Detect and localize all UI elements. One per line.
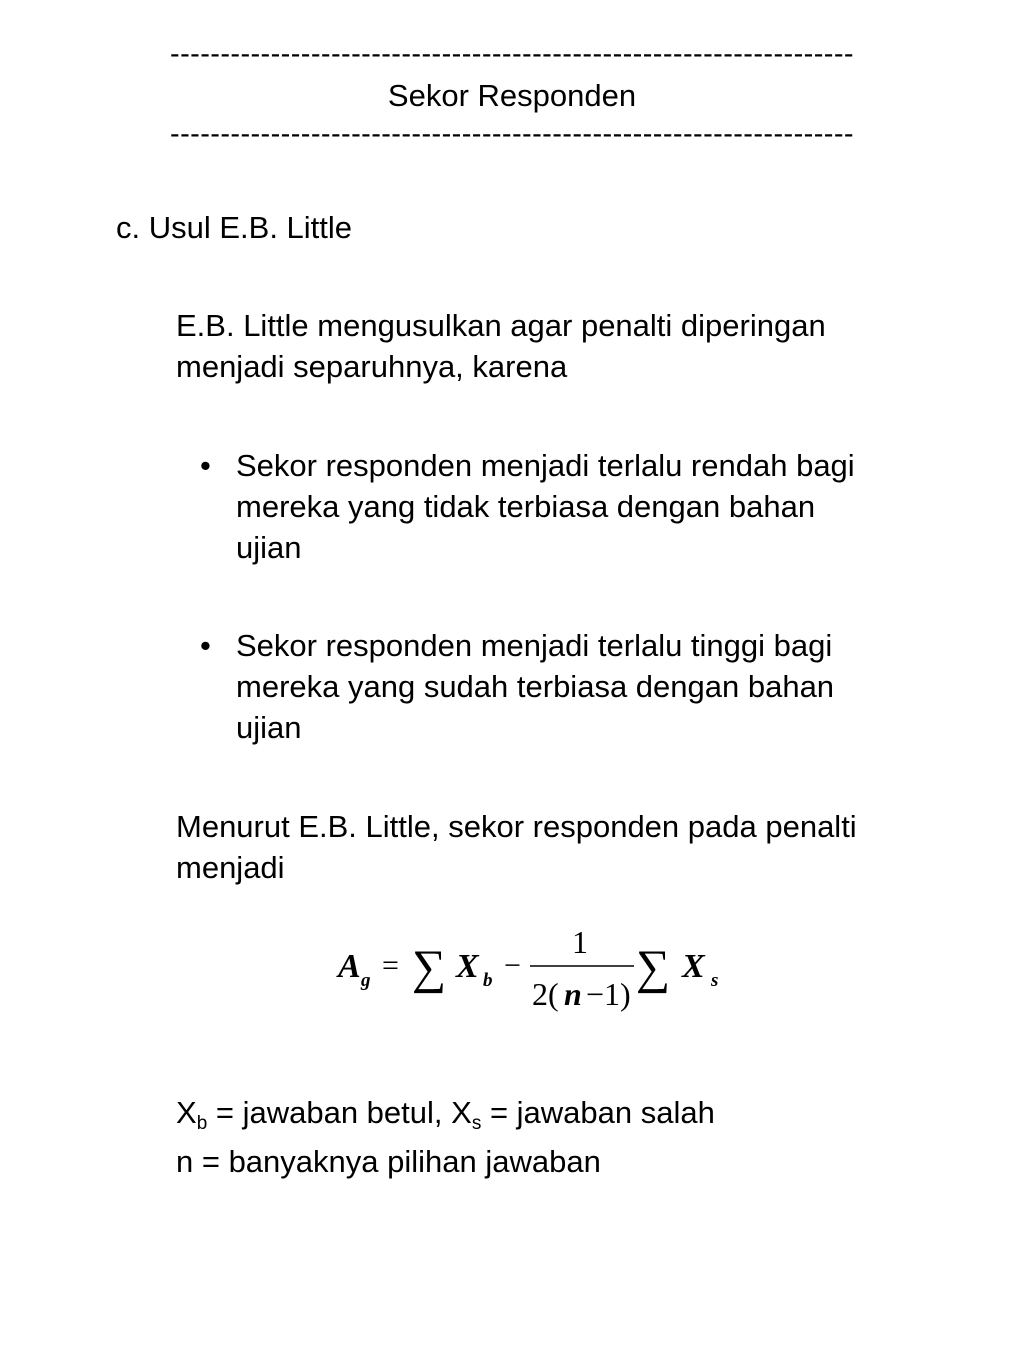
top-divider: --------------------------------------------------------------------: [170, 38, 854, 70]
legend-xs-text: = jawaban salah: [481, 1095, 715, 1130]
formula-fraction-denominator-right: −1): [586, 976, 631, 1012]
bottom-divider: --------------------------------------------------------------------: [170, 118, 854, 150]
formula-lhs-sub: g: [361, 970, 371, 991]
legend-xb-sub: b: [196, 1113, 208, 1134]
intro-line-1: E.B. Little mengusulkan agar penalti diperingan: [176, 308, 826, 343]
intro-line-2: menjadi separuhnya, karena: [176, 349, 568, 384]
bullet-1-line-2: mereka yang tidak terbiasa dengan bahan: [236, 489, 816, 524]
bullet-marker: •: [200, 628, 211, 663]
bullet-2-line-1: Sekor responden menjadi terlalu tinggi bagi: [236, 628, 833, 663]
legend-n-line: n = banyaknya pilihan jawaban: [176, 1144, 601, 1179]
formula-sum-2: ∑: [636, 941, 671, 994]
formula-fraction-denominator-var: n: [564, 976, 582, 1012]
legend-xs-var: X: [451, 1095, 472, 1130]
section-heading: c. Usul E.B. Little: [116, 210, 353, 245]
formula-fraction-denominator-left: 2(: [532, 976, 559, 1012]
bullet-2-line-3: ujian: [236, 710, 302, 745]
legend-variables: [176, 1092, 715, 1133]
conclusion-line-1: Menurut E.B. Little, sekor responden pada penalti: [176, 809, 857, 844]
legend-xb-text: = jawaban betul,: [207, 1095, 452, 1130]
formula-term1-var: X: [456, 948, 479, 985]
legend-xb-var: X: [176, 1095, 197, 1130]
formula-term2-sub: s: [711, 970, 719, 991]
formula-sum-1: ∑: [412, 941, 447, 994]
formula-fraction-numerator: 1: [572, 924, 588, 960]
formula-term2-var: X: [682, 948, 705, 985]
formula-lhs-var: A: [338, 948, 361, 985]
conclusion-line-2: menjadi: [176, 850, 285, 885]
bullet-1-line-1: Sekor responden menjadi terlalu rendah bagi: [236, 448, 855, 483]
bullet-marker: •: [200, 448, 211, 483]
formula: [330, 915, 750, 1020]
formula-term1-sub: b: [483, 970, 493, 991]
legend-xs-sub: s: [471, 1113, 482, 1134]
formula-equals: =: [382, 949, 399, 982]
bullet-1-line-3: ujian: [236, 530, 302, 565]
page-title: Sekor Responden: [387, 78, 637, 113]
formula-minus: −: [504, 949, 521, 982]
bullet-2-line-2: mereka yang sudah terbiasa dengan bahan: [236, 669, 835, 704]
